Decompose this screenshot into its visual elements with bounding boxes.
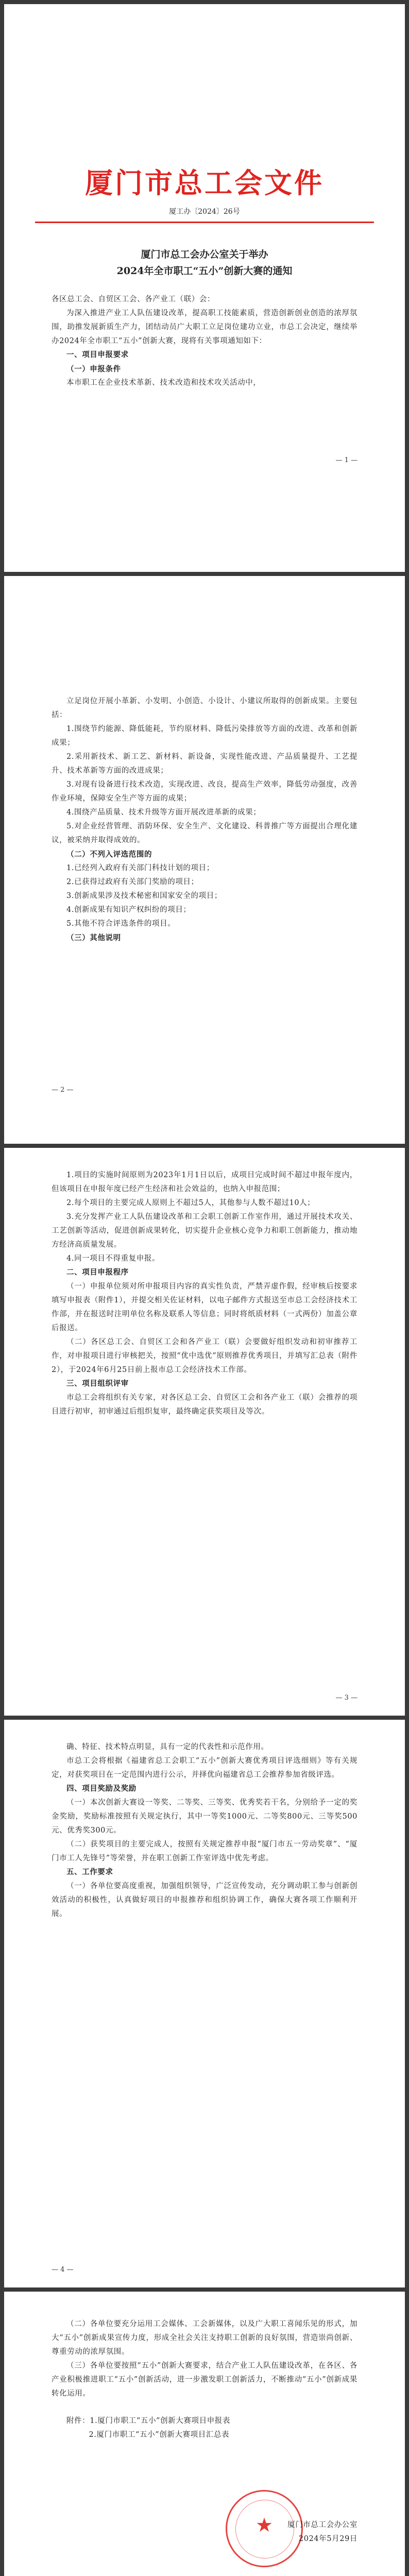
- body-paragraph: 4.围绕产品质量、技术升级等方面开展改进革新的成果；: [66, 808, 261, 817]
- seal-star-icon: ★: [255, 2514, 274, 2536]
- section-heading-4: 四、项目奖励及奖励: [66, 1785, 137, 1793]
- list-item: 3.创新成果涉及技术秘密和国家安全的项目；: [66, 892, 222, 900]
- page2-body: [52, 694, 357, 945]
- body-paragraph: （一）本次创新大赛设一等奖、二等奖、三等奖、优秀奖若干名，分别给予一定的奖金奖励，奖励标准按照有关规定执行，其中一等奖1000元、二等奖800元、三等奖500元、优秀奖300元。: [52, 1799, 357, 1835]
- intro-paragraph: 为深入推进产业工人队伍建设改革，提高职工技能素质，营造创新创业创造的浓厚氛围，助推发展新质生产力，团结动员广大职工立足岗位建功立业，市总工会决定，继续举办2024年全市职工“五小”创新大赛，现将有关事项通知如下：: [52, 309, 357, 345]
- notice-title-line1: 厦门市总工会办公室关于举办: [141, 249, 268, 260]
- body-paragraph: 确、特征、技术特点明显，具有一定的代表性和示范作用。: [66, 1743, 269, 1751]
- body-paragraph: 1.项目的实施时间原则为2023年1月1日以后，成项目完成时间不超过申报年度内，但该项目在申报年度已经产生经济和社会效益的，也纳入申报范围；: [52, 1171, 357, 1193]
- subsection-heading-3: （三）其他说明: [66, 934, 121, 942]
- body-paragraph: 2.每个项目的主要完成人原则上不超过5人，其他参与人数不超过10人；: [66, 1199, 315, 1207]
- page-number: — 4 —: [52, 2266, 74, 2274]
- subsection-heading-2: （二）不列入评选范围的: [66, 850, 152, 859]
- signer-name: 厦门市总工会办公室: [287, 2521, 357, 2529]
- list-item: 4.创新成果有知识产权纠纷的项目；: [66, 906, 191, 914]
- body-paragraph: 立足岗位开展小革新、小发明、小创造、小设计、小建议所取得的创新成果。主要包括：: [52, 697, 357, 719]
- notice-title-line2: 2024年全市职工“五小”创新大赛的通知: [116, 265, 293, 277]
- page-number: — 1 —: [335, 456, 357, 464]
- body-paragraph: 市总工会将组织有关专家，对各区总工会、自贸区工会和各产业工（联）会推荐的项目进行初审，初审通过后组织复审，最终确定获奖项目及等次。: [52, 1394, 357, 1416]
- body-paragraph: 3.充分发挥产业工人队伍建设改革和工会职工创新工作室作用，通过开展技术攻关、工艺创新等活动，促进创新成果转化，切实提升企业核心竞争力和职工创新能力，推动地方经济高质量发展。: [52, 1213, 357, 1249]
- document-page-5: [4, 2292, 405, 2576]
- body-paragraph: 市总工会将根据《福建省总工会职工“五小”创新大赛优秀项目评选细则》等有关规定，对获奖项目在一定范围内进行公示，并择优向福建省总工会推荐参加省级评选。: [52, 1757, 357, 1779]
- body-paragraph: 5.对企业经营管理、消防环保、安全生产、文化建设、科普推广等方面提出合理化建议，被采纳并取得成效的。: [52, 822, 357, 844]
- attachments-label: 附件：: [66, 2417, 90, 2425]
- subsection-heading-1: （一）申报条件: [66, 365, 121, 374]
- attachments-block: [52, 2414, 357, 2428]
- document-page-2: [4, 576, 405, 1144]
- section-heading-3: 三、项目组织评审: [66, 1380, 129, 1388]
- signing-date: 2024年5月29日: [298, 2535, 357, 2543]
- page4-body: [52, 1740, 357, 1921]
- body-paragraph: 本市职工在企业技术革新、技术改造和技术攻关活动中，: [66, 379, 261, 387]
- page-number: — 2 —: [52, 1086, 74, 1094]
- body-paragraph: 1.围绕节约能源、降低能耗，节约原材料、降低污染排放等方面的改进、改革和创新成果；: [52, 725, 357, 747]
- body-paragraph: 4.同一项目不得重复申报。: [66, 1255, 160, 1263]
- document-page-4: [4, 1720, 405, 2287]
- body-paragraph: （二）获奖项目的主要完成人，按照有关规定推荐申报“厦门市五一劳动奖章”、“厦门市工人先锋号”等荣誉，并在职工创新工作室评选中优先考虑。: [52, 1840, 357, 1862]
- page3-body: [52, 1168, 357, 1419]
- body-paragraph: （二）各区总工会、自贸区工会和各产业工（联）会要做好组织发动和初审推荐工作，对申报项目进行审核把关，按照“优中选优”原则推荐优秀项目，并填写汇总表（附件2），于2024年6月25日前上报市总工会经济技术工作部。: [52, 1338, 357, 1374]
- body-paragraph: 3.对现有设备进行技术改造，实现改进、改良，提高生产效率，降低劳动强度，改善作业环境，保障安全生产等方面的成果；: [52, 781, 357, 803]
- body-paragraph: 2.采用新技术、新工艺、新材料、新设备，实现性能改进、产品质量提升、工艺提升、技术革新等方面的改进成果；: [52, 753, 357, 775]
- body-paragraph: （三）各单位要按照“五小”创新大赛要求，结合产业工人队伍建设改革，在各区、各产业积极推进职工“五小”创新活动，进一步激发职工创新活力，不断推动“五小”创新成果转化运用。: [52, 2362, 357, 2398]
- attachment-item: 1.厦门市职工“五小”创新大赛项目申报表: [90, 2417, 230, 2425]
- list-item: 2.已获得过政府有关部门奖励的项目；: [66, 878, 199, 886]
- page-number: — 3 —: [335, 1694, 357, 1702]
- addressee: 各区总工会、自贸区工会、各产业工（联）会：: [52, 295, 215, 303]
- signature-block: [200, 2518, 357, 2546]
- notice-title: [4, 246, 405, 279]
- body-paragraph: （一）各单位要高度重视，加强组织领导，广泛宣传发动，充分调动职工参与创新创效活动的积极性，认真做好项目的申报推荐和组织协调工作，确保大赛各项工作顺利开展。: [52, 1882, 357, 1918]
- document-header-title: 厦门市总工会文件: [85, 167, 324, 199]
- document-page-3: [4, 1148, 405, 1716]
- page1-body: [52, 293, 357, 390]
- section-heading-1: 一、项目申报要求: [66, 351, 129, 359]
- body-paragraph: （一）申报单位须对所申报项目内容的真实性负责，严禁弄虚作假，经审核后按要求填写申报表（附件1），并提交相关佐证材料，以电子邮件方式报送至市总工会经济技术工作部，并在报送时注明单位名称及联系人等信息；同时将纸质材料（一式两份）加盖公章后报送。: [52, 1282, 357, 1332]
- body-paragraph: （二）各单位要充分运用工会媒体、工会新媒体，以及广大职工喜闻乐见的形式，加大“五小”创新成果宣传力度，形成全社会关注支持职工创新的良好氛围，营造崇尚创新、尊重劳动的浓厚氛围。: [52, 2320, 357, 2356]
- list-item: 5.其他不符合评选条件的项目。: [66, 920, 176, 928]
- document-number: 厦工办〔2024〕26号: [169, 208, 240, 216]
- document-page-1: [4, 4, 405, 572]
- red-divider-line: [35, 222, 374, 223]
- attachment-item: 2.厦门市职工“五小”创新大赛项目汇总表: [89, 2431, 230, 2439]
- section-heading-5: 五、工作要求: [66, 1868, 113, 1876]
- section-heading-2: 二、项目申报程序: [66, 1268, 129, 1277]
- list-item: 1.已经列入政府有关部门科技计划的项目；: [66, 864, 214, 872]
- page5-body: [52, 2317, 357, 2442]
